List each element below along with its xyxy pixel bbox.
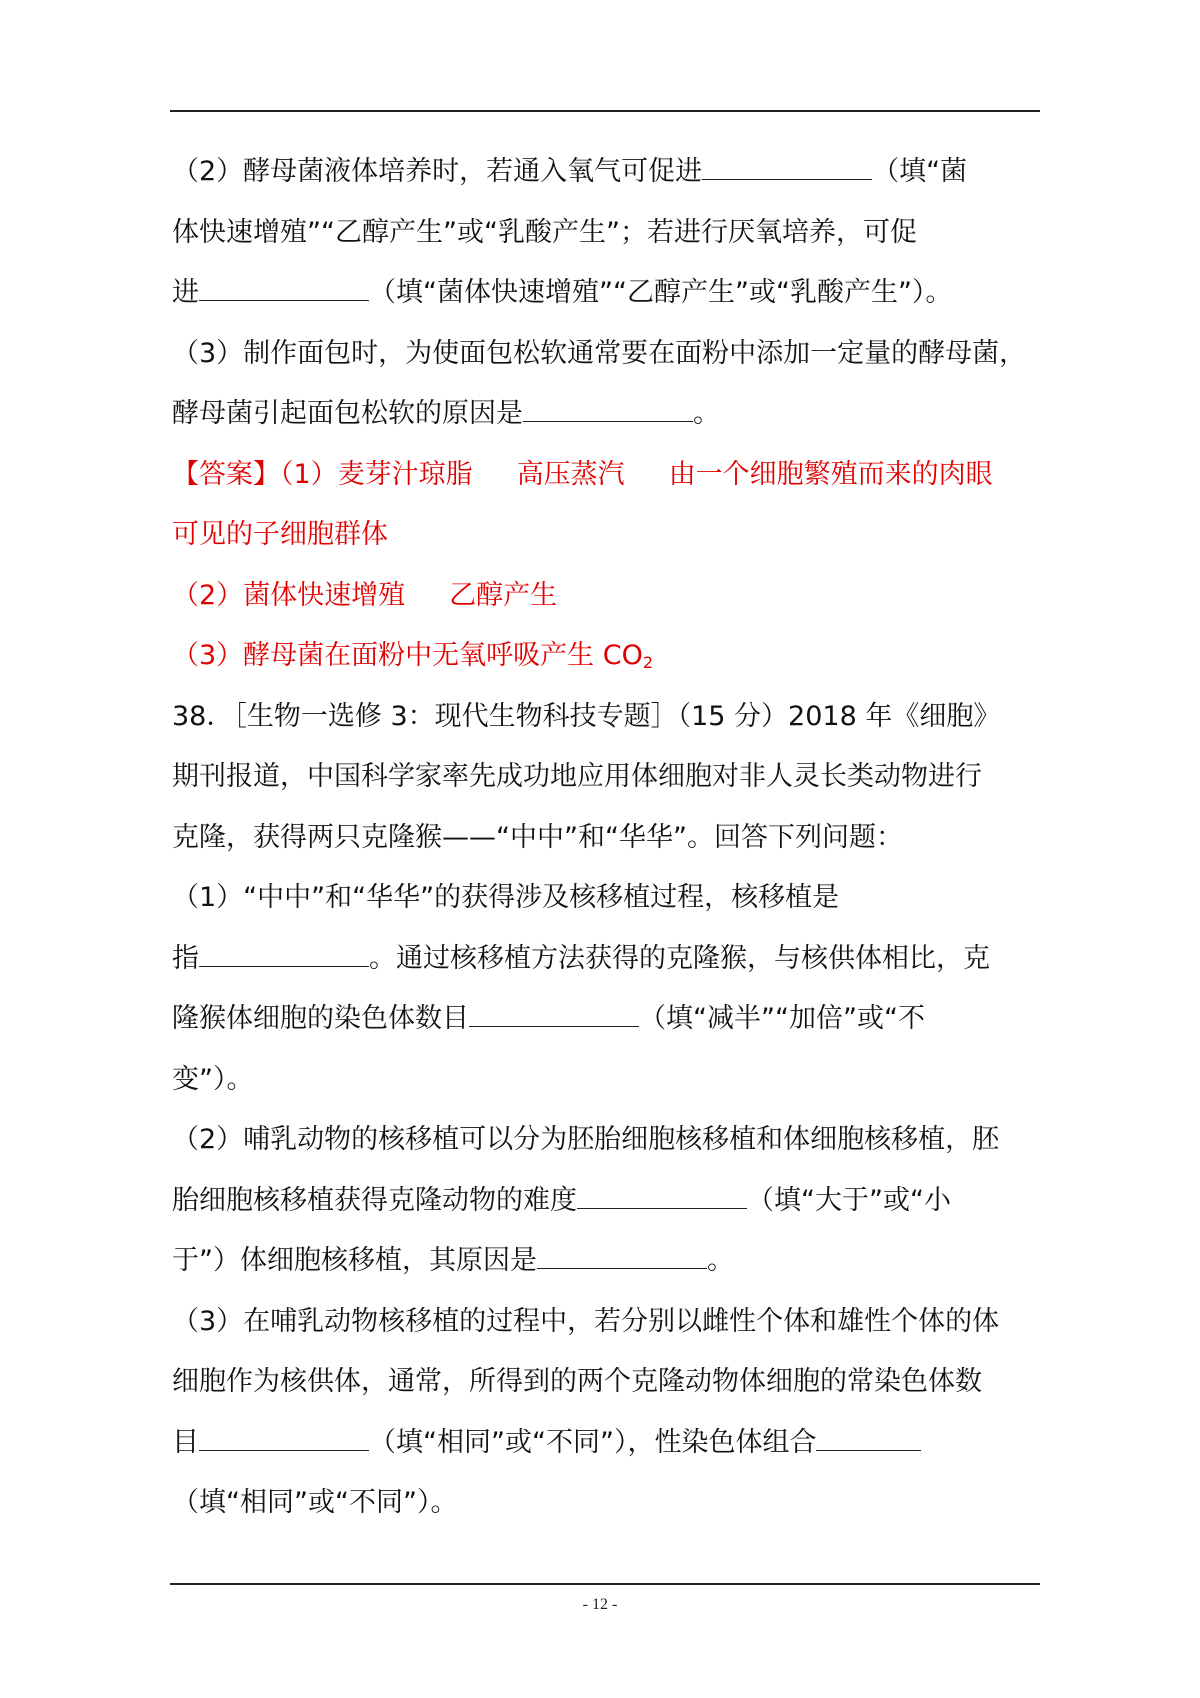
q38-p1-line-3: 隆猴体细胞的染色体数目 （填“减半”“加倍”或“不 <box>172 1003 925 1034</box>
answer-blank[interactable] <box>469 1002 639 1027</box>
q38-p1-line-4: 变”）。 <box>172 1063 254 1095</box>
q38-p3-line-3: 目 （填“相同”或“不同”），性染色体组合 <box>172 1413 1042 1474</box>
q38-p2-line-2: 胎细胞核移植获得克隆动物的难度 （填“大于”或“小 <box>172 1184 951 1216</box>
answer-blank[interactable] <box>199 942 369 967</box>
answer-blank[interactable] <box>816 1426 921 1451</box>
q2-line-3: 进 （填“菌体快速增殖”“乙醇产生”或“乳酸产生”）。 <box>172 277 953 308</box>
header-rule <box>170 110 1040 112</box>
q2-line-1: （2）酵母菌液体培养时，若通入氧气可促进 （填“菌 <box>172 156 968 187</box>
answer-line-2: 可见的子细胞群体 <box>172 519 388 550</box>
footer-rule <box>170 1583 1040 1585</box>
q38-line-3: 克隆，获得两只克隆猴——“中中”和“华华”。回答下列问题： <box>172 821 903 853</box>
answer-line-1: 【答案】（1）麦芽汁琼脂 高压蒸汽 由一个细胞繁殖而来的肉眼 <box>172 458 993 490</box>
q38-p1-line-1: （1）“中中”和“华华”的获得涉及核移植过程，核移植是 <box>172 882 840 913</box>
q3-line-2: 酵母菌引起面包松软的原因是 。 <box>172 398 720 429</box>
answer-blank[interactable] <box>702 155 872 180</box>
q38-p2-line-1: （2）哺乳动物的核移植可以分为胚胎细胞核移植和体细胞核移植，胚 <box>172 1124 1000 1155</box>
q38-line-2: 期刊报道，中国科学家率先成功地应用体细胞对非人灵长类动物进行 <box>172 761 982 792</box>
answer-label: 【答案】 <box>172 458 280 490</box>
q38-p3-line-1: （3）在哺乳动物核移植的过程中，若分别以雌性个体和雄性个体的体 <box>172 1305 1000 1337</box>
document-body <box>172 142 1042 1534</box>
q38-p2-line-3: 于”）体细胞核移植，其原因是 。 <box>172 1245 734 1276</box>
answer-line-3: （2）菌体快速增殖 乙醇产生 <box>172 579 558 611</box>
answer-blank[interactable] <box>199 1426 369 1451</box>
q38-p3-line-4: （填“相同”或“不同”）。 <box>172 1487 458 1518</box>
q38-line-1: 38．［生物一选修 3：现代生物科技专题］（15 分）2018 年《细胞》 <box>172 700 1001 732</box>
answer-blank[interactable] <box>523 397 693 422</box>
q38-p3-line-2: 细胞作为核供体，通常，所得到的两个克隆动物体细胞的常染色体数 <box>172 1366 982 1397</box>
page-number: - 12 - <box>582 1596 618 1613</box>
answer-blank[interactable] <box>577 1184 747 1209</box>
q2-line-2: 体快速增殖”“乙醇产生”或“乳酸产生”；若进行厌氧培养，可促 <box>172 216 917 248</box>
answer-line-4: （3）酵母菌在面粉中无氧呼吸产生 $CO_2$ <box>172 640 654 672</box>
q38-p1-line-2: 指 。通过核移植方法获得的克隆猴，与核供体相比，克 <box>172 942 990 974</box>
answer-blank[interactable] <box>537 1244 707 1269</box>
answer-blank[interactable] <box>199 276 369 301</box>
q3-line-1: （3）制作面包时，为使面包松软通常要在面粉中添加一定量的酵母菌， <box>172 337 1027 369</box>
